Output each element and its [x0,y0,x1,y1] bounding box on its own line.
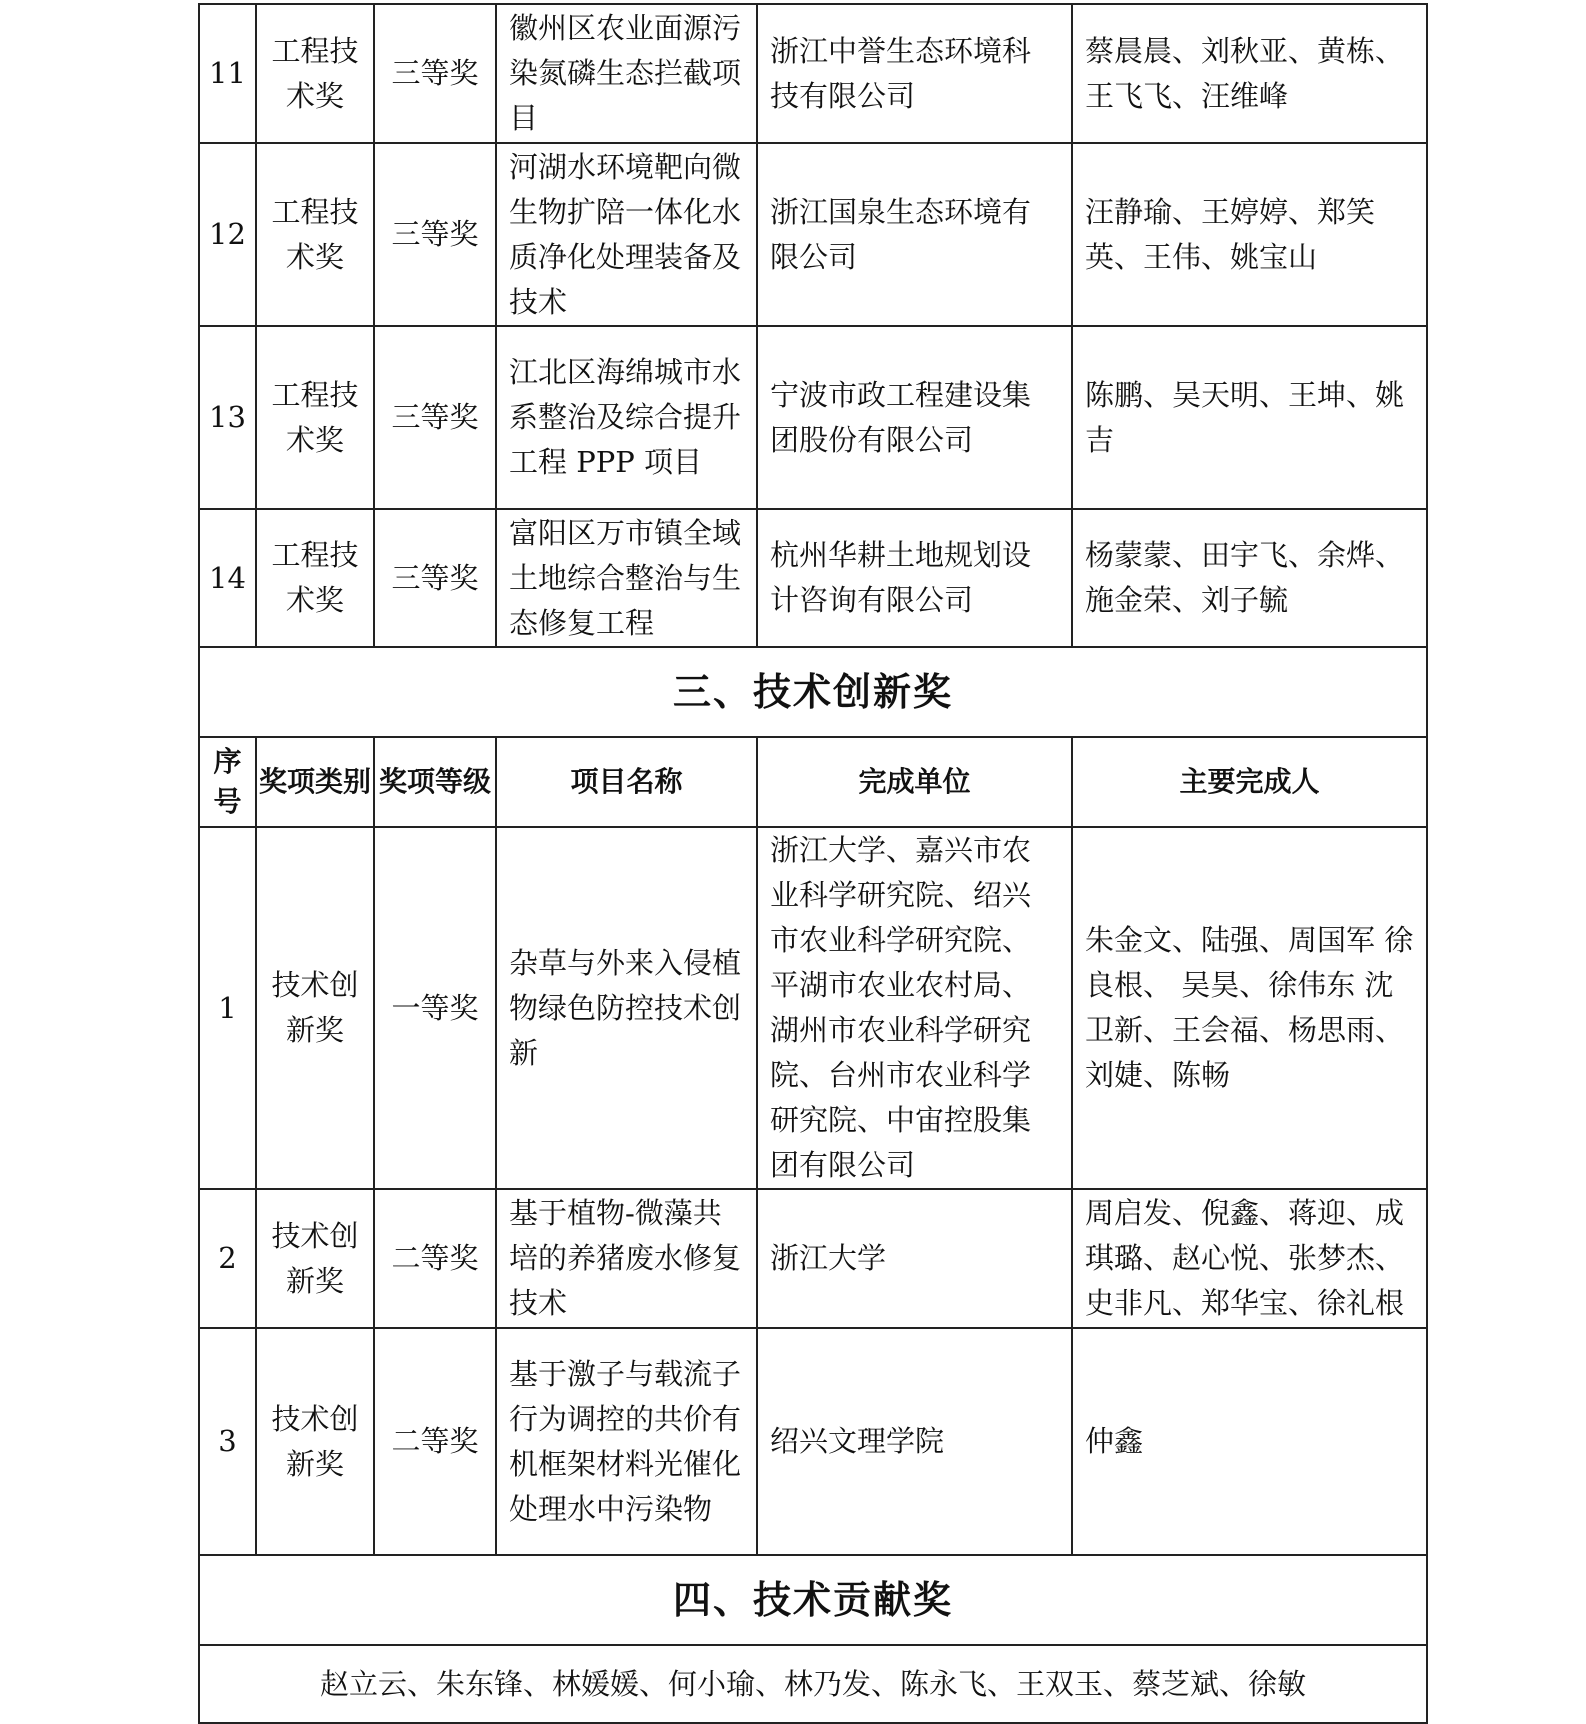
row-index: 13 [199,326,256,509]
award-level: 二等奖 [374,1328,496,1555]
project-name: 基于植物-微藻共培的养猪废水修复技术 [496,1189,757,1328]
project-name: 徽州区农业面源污染氮磷生态拦截项目 [496,4,757,143]
table-row [199,326,1427,509]
header-index: 序号 [199,737,256,827]
header-level: 奖项等级 [374,737,496,827]
award-level: 三等奖 [374,509,496,647]
completing-unit: 绍兴文理学院 [757,1328,1072,1555]
award-category: 工程技术奖 [256,143,374,326]
table-row [199,827,1427,1189]
award-category: 工程技术奖 [256,509,374,647]
award-category: 工程技术奖 [256,326,374,509]
header-people: 主要完成人 [1072,737,1427,827]
project-name: 江北区海绵城市水系整治及综合提升工程 PPP 项目 [496,326,757,509]
table-row [199,1328,1427,1555]
award-level: 三等奖 [374,326,496,509]
row-index: 2 [199,1189,256,1328]
completing-unit: 宁波市政工程建设集团股份有限公司 [757,326,1072,509]
table-header-row [199,737,1427,827]
table-row [199,509,1427,647]
row-index: 12 [199,143,256,326]
table-row [199,1189,1427,1328]
award-category: 技术创新奖 [256,1189,374,1328]
award-category: 工程技术奖 [256,4,374,143]
project-name: 杂草与外来入侵植物绿色防控技术创新 [496,827,757,1189]
header-project: 项目名称 [496,737,757,827]
project-name: 基于激子与载流子行为调控的共价有机框架材料光催化处理水中污染物 [496,1328,757,1555]
table-row [199,4,1427,143]
main-completers: 朱金文、陆强、周国军 徐良根、 吴昊、徐伟东 沈卫新、王会福、杨思雨、刘婕、陈畅 [1072,827,1427,1189]
row-index: 3 [199,1328,256,1555]
row-index: 11 [199,4,256,143]
main-completers: 陈鹏、吴天明、王坤、姚吉 [1072,326,1427,509]
project-name: 富阳区万市镇全域土地综合整治与生态修复工程 [496,509,757,647]
completing-unit: 浙江大学 [757,1189,1072,1328]
award-table [198,3,1428,1724]
row-index: 14 [199,509,256,647]
completing-unit: 浙江中誉生态环境科技有限公司 [757,4,1072,143]
header-category: 奖项类别 [256,737,374,827]
main-completers: 杨蒙蒙、田宇飞、余烨、施金荣、刘子毓 [1072,509,1427,647]
project-name: 河湖水环境靶向微生物扩陪一体化水质净化处理装备及技术 [496,143,757,326]
completing-unit: 杭州华耕土地规划设计咨询有限公司 [757,509,1072,647]
award-level: 三等奖 [374,4,496,143]
section-heading-row [199,647,1427,737]
main-completers: 蔡晨晨、刘秋亚、黄栋、王飞飞、汪维峰 [1072,4,1427,143]
award-level: 一等奖 [374,827,496,1189]
main-completers: 周启发、倪鑫、蒋迎、成琪璐、赵心悦、张梦杰、史非凡、郑华宝、徐礼根 [1072,1189,1427,1328]
contribution-row [199,1645,1427,1723]
award-category: 技术创新奖 [256,1328,374,1555]
award-level: 二等奖 [374,1189,496,1328]
award-level: 三等奖 [374,143,496,326]
main-completers: 仲鑫 [1072,1328,1427,1555]
main-completers: 汪静瑜、王婷婷、郑笑英、王伟、姚宝山 [1072,143,1427,326]
header-unit: 完成单位 [757,737,1072,827]
contribution-people: 赵立云、朱东锋、林媛媛、何小瑜、林乃发、陈永飞、王双玉、蔡芝斌、徐敏 [199,1645,1427,1723]
completing-unit: 浙江大学、嘉兴市农业科学研究院、绍兴市农业科学研究院、平湖市农业农村局、湖州市农业科学研究院、台州市农业科学研究院、中宙控股集团有限公司 [757,827,1072,1189]
award-category: 技术创新奖 [256,827,374,1189]
row-index: 1 [199,827,256,1189]
section-heading-row [199,1555,1427,1645]
section-title-innovation: 三、技术创新奖 [199,647,1427,737]
table-row [199,143,1427,326]
completing-unit: 浙江国泉生态环境有限公司 [757,143,1072,326]
section-title-contribution: 四、技术贡献奖 [199,1555,1427,1645]
